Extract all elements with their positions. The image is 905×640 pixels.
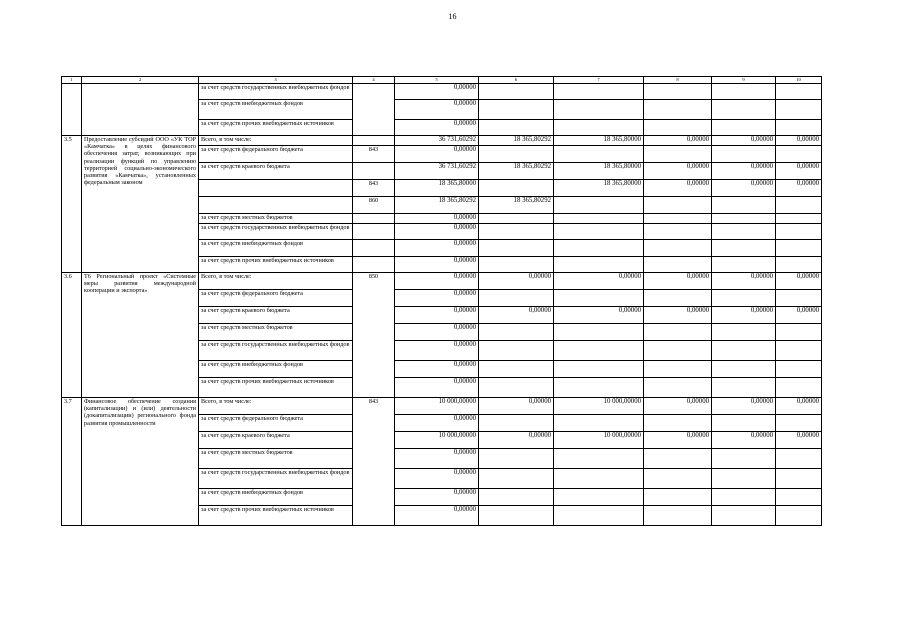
code-cell (353, 163, 395, 180)
value-cell (479, 240, 554, 257)
source-cell: за счет средств прочих внебюджетных источников (199, 257, 353, 273)
value-cell (644, 324, 712, 341)
column-number: 10 (776, 77, 822, 84)
table-row (62, 84, 822, 100)
carry-num-cell (62, 84, 82, 136)
value-cell (712, 506, 776, 526)
value-cell: 18 365,80000 (395, 180, 479, 197)
value-cell (479, 257, 554, 273)
source-cell: за счет средств федерального бюджета (199, 290, 353, 307)
code-cell (353, 257, 395, 273)
value-cell (479, 489, 554, 506)
value-cell (479, 469, 554, 489)
value-cell: 10 000,00000 (554, 432, 644, 449)
value-cell (554, 361, 644, 378)
row-number: 3.6 (62, 273, 82, 398)
value-cell: 0,00000 (395, 240, 479, 257)
value-cell (644, 449, 712, 469)
value-cell (554, 146, 644, 163)
value-cell (776, 341, 822, 361)
value-cell: 0,00000 (395, 341, 479, 361)
value-cell: 0,00000 (395, 307, 479, 324)
row-number: 3.5 (62, 136, 82, 273)
value-cell (712, 197, 776, 214)
value-cell (776, 290, 822, 307)
value-cell: 0,00000 (712, 163, 776, 180)
value-cell (554, 324, 644, 341)
value-cell: 36 731,60292 (395, 136, 479, 146)
source-cell: за счет средств государственных внебюджетных фондов (199, 469, 353, 489)
value-cell: 0,00000 (395, 489, 479, 506)
code-cell (353, 136, 395, 146)
value-cell: 0,00000 (395, 324, 479, 341)
value-cell (644, 489, 712, 506)
value-cell (554, 469, 644, 489)
value-cell: 0,00000 (712, 273, 776, 290)
value-cell (554, 224, 644, 240)
value-cell (479, 324, 554, 341)
value-cell (776, 257, 822, 273)
value-cell: 0,00000 (395, 257, 479, 273)
value-cell (644, 341, 712, 361)
value-cell: 0,00000 (776, 273, 822, 290)
source-cell: за счет средств местных бюджетов (199, 214, 353, 224)
code-cell (353, 240, 395, 257)
value-cell (644, 214, 712, 224)
value-cell: 18 365,80292 (479, 197, 554, 214)
value-cell (776, 506, 822, 526)
value-cell (479, 290, 554, 307)
code-cell: 843 (353, 180, 395, 197)
source-cell: за счет средств федерального бюджета (199, 146, 353, 163)
value-cell (554, 506, 644, 526)
measure-name: Финансовое обеспечение создания (капитализации) и (или) деятельности (докапитализации) регионального фонда развития промышленности (82, 398, 199, 526)
value-cell (776, 415, 822, 432)
value-cell (776, 240, 822, 257)
value-cell: 0,00000 (395, 290, 479, 307)
source-cell: за счет средств краевого бюджета (199, 163, 353, 180)
value-cell (479, 341, 554, 361)
table-row (62, 273, 822, 290)
table-row (62, 398, 822, 415)
value-cell (712, 489, 776, 506)
value-cell: 0,00000 (644, 273, 712, 290)
value-cell: 0,00000 (395, 449, 479, 469)
value-cell: 0,00000 (776, 307, 822, 324)
value-cell (644, 224, 712, 240)
value-cell: 0,00000 (395, 100, 479, 120)
value-cell: 18 365,80000 (554, 180, 644, 197)
value-cell: 18 365,80000 (554, 136, 644, 146)
value-cell (776, 378, 822, 398)
table-row (62, 136, 822, 146)
source-cell: за счет средств внебюджетных фондов (199, 240, 353, 257)
value-cell (644, 378, 712, 398)
column-number: 7 (554, 77, 644, 84)
value-cell (554, 489, 644, 506)
value-cell (479, 361, 554, 378)
value-cell: 0,00000 (712, 180, 776, 197)
value-cell (554, 341, 644, 361)
value-cell (644, 197, 712, 214)
column-number: 3 (199, 77, 353, 84)
value-cell (776, 224, 822, 240)
source-cell: за счет средств краевого бюджета (199, 432, 353, 449)
value-cell (644, 290, 712, 307)
source-cell: за счет средств краевого бюджета (199, 307, 353, 324)
value-cell: 0,00000 (395, 120, 479, 136)
value-cell (479, 224, 554, 240)
value-cell: 0,00000 (395, 415, 479, 432)
value-cell: 0,00000 (395, 214, 479, 224)
column-number: 5 (395, 77, 479, 84)
column-number: 2 (82, 77, 199, 84)
source-cell: за счет средств местных бюджетов (199, 324, 353, 341)
value-cell: 0,00000 (712, 432, 776, 449)
value-cell: 0,00000 (776, 432, 822, 449)
code-cell: 850 (353, 273, 395, 398)
value-cell: 0,00000 (644, 180, 712, 197)
value-cell (644, 415, 712, 432)
column-number: 8 (644, 77, 712, 84)
value-cell (776, 214, 822, 224)
value-cell (776, 449, 822, 469)
value-cell: 0,00000 (776, 398, 822, 415)
column-number: 1 (62, 77, 82, 84)
value-cell (712, 361, 776, 378)
value-cell (479, 180, 554, 197)
value-cell: 0,00000 (395, 84, 479, 100)
value-cell (776, 361, 822, 378)
value-cell (712, 324, 776, 341)
source-cell: за счет средств внебюджетных фондов (199, 100, 353, 120)
code-cell: 843 (353, 398, 395, 526)
carry-name-cell (82, 84, 199, 136)
row-number: 3.7 (62, 398, 82, 526)
value-cell: 0,00000 (395, 273, 479, 290)
value-cell (554, 197, 644, 214)
source-cell: за счет средств местных бюджетов (199, 449, 353, 469)
value-cell (554, 257, 644, 273)
source-cell (199, 180, 353, 197)
value-cell: 0,00000 (479, 398, 554, 415)
source-cell: за счет средств прочих внебюджетных источников (199, 506, 353, 526)
value-cell (479, 506, 554, 526)
value-cell (712, 469, 776, 489)
value-cell: 10 000,00000 (395, 398, 479, 415)
value-cell (776, 469, 822, 489)
measure-name: Т6 Региональный проект «Системные меры развития международной кооперации и экспорта» (82, 273, 199, 398)
value-cell (776, 146, 822, 163)
value-cell: 0,00000 (554, 273, 644, 290)
code-cell (353, 214, 395, 224)
column-number: 9 (712, 77, 776, 84)
source-cell: за счет средств федерального бюджета (199, 415, 353, 432)
value-cell (554, 415, 644, 432)
code-cell: 843 (353, 146, 395, 163)
source-cell: Всего, в том числе: (199, 273, 353, 290)
carry-code-cell (353, 84, 395, 136)
value-cell: 36 731,60292 (395, 163, 479, 180)
value-cell: 0,00000 (776, 136, 822, 146)
value-cell: 0,00000 (712, 307, 776, 324)
code-cell: 860 (353, 197, 395, 214)
value-cell (776, 197, 822, 214)
value-cell: 0,00000 (395, 146, 479, 163)
value-cell: 0,00000 (395, 224, 479, 240)
value-cell (712, 415, 776, 432)
value-cell (479, 449, 554, 469)
value-cell: 18 365,80292 (479, 163, 554, 180)
value-cell (644, 469, 712, 489)
budget-table (61, 76, 822, 526)
value-cell (554, 290, 644, 307)
value-cell: 0,00000 (479, 307, 554, 324)
value-cell: 18 365,80292 (395, 197, 479, 214)
value-cell: 0,00000 (644, 432, 712, 449)
value-cell: 0,00000 (644, 307, 712, 324)
value-cell: 0,00000 (479, 273, 554, 290)
value-cell (644, 257, 712, 273)
value-cell (554, 240, 644, 257)
value-cell (712, 240, 776, 257)
source-cell: за счет средств прочих внебюджетных источников (199, 120, 353, 136)
source-cell: Всего, в том числе: (199, 398, 353, 415)
column-number: 6 (479, 77, 554, 84)
column-number: 4 (353, 77, 395, 84)
value-cell: 0,00000 (395, 506, 479, 526)
value-cell (776, 489, 822, 506)
value-cell (712, 341, 776, 361)
column-number-row (62, 77, 822, 84)
value-cell (554, 214, 644, 224)
value-cell (644, 361, 712, 378)
value-cell: 0,00000 (644, 163, 712, 180)
value-cell (479, 415, 554, 432)
value-cell: 0,00000 (395, 378, 479, 398)
source-cell: за счет средств прочих внебюджетных источников (199, 378, 353, 398)
value-cell: 0,00000 (644, 398, 712, 415)
value-cell: 0,00000 (395, 361, 479, 378)
source-cell (199, 197, 353, 214)
value-cell (712, 146, 776, 163)
value-cell (712, 378, 776, 398)
value-cell (644, 146, 712, 163)
value-cell: 0,00000 (776, 180, 822, 197)
value-cell (479, 146, 554, 163)
value-cell (712, 224, 776, 240)
source-cell: за счет средств государственных внебюджетных фондов (199, 224, 353, 240)
value-cell (712, 290, 776, 307)
source-cell: Всего, в том числе: (199, 136, 353, 146)
source-cell: за счет средств внебюджетных фондов (199, 361, 353, 378)
source-cell: за счет средств государственных внебюджетных фондов (199, 84, 353, 100)
measure-name: Предоставление субсидий ООО «УК ТОР «Камчатка» в целях финансового обеспечения затрат, возникающих при реализации функций по управлению территорией социально-экономического развития «Камчатка», установленных федеральным законом (82, 136, 199, 273)
value-cell: 10 000,00000 (395, 432, 479, 449)
value-cell (479, 214, 554, 224)
value-cell: 18 365,80292 (479, 136, 554, 146)
page-number: 16 (448, 12, 457, 21)
value-cell: 0,00000 (479, 432, 554, 449)
value-cell: 0,00000 (776, 163, 822, 180)
value-cell (554, 378, 644, 398)
value-cell (712, 257, 776, 273)
value-cell: 0,00000 (554, 307, 644, 324)
value-cell: 0,00000 (644, 136, 712, 146)
value-cell: 0,00000 (395, 469, 479, 489)
value-cell: 10 000,00000 (554, 398, 644, 415)
value-cell (644, 240, 712, 257)
value-cell (479, 378, 554, 398)
value-cell (776, 324, 822, 341)
value-cell (644, 506, 712, 526)
value-cell: 18 365,80000 (554, 163, 644, 180)
value-cell: 0,00000 (712, 136, 776, 146)
source-cell: за счет средств государственных внебюджетных фондов (199, 341, 353, 361)
value-cell (712, 449, 776, 469)
value-cell: 0,00000 (712, 398, 776, 415)
code-cell (353, 224, 395, 240)
value-cell (554, 449, 644, 469)
source-cell: за счет средств внебюджетных фондов (199, 489, 353, 506)
value-cell (712, 214, 776, 224)
